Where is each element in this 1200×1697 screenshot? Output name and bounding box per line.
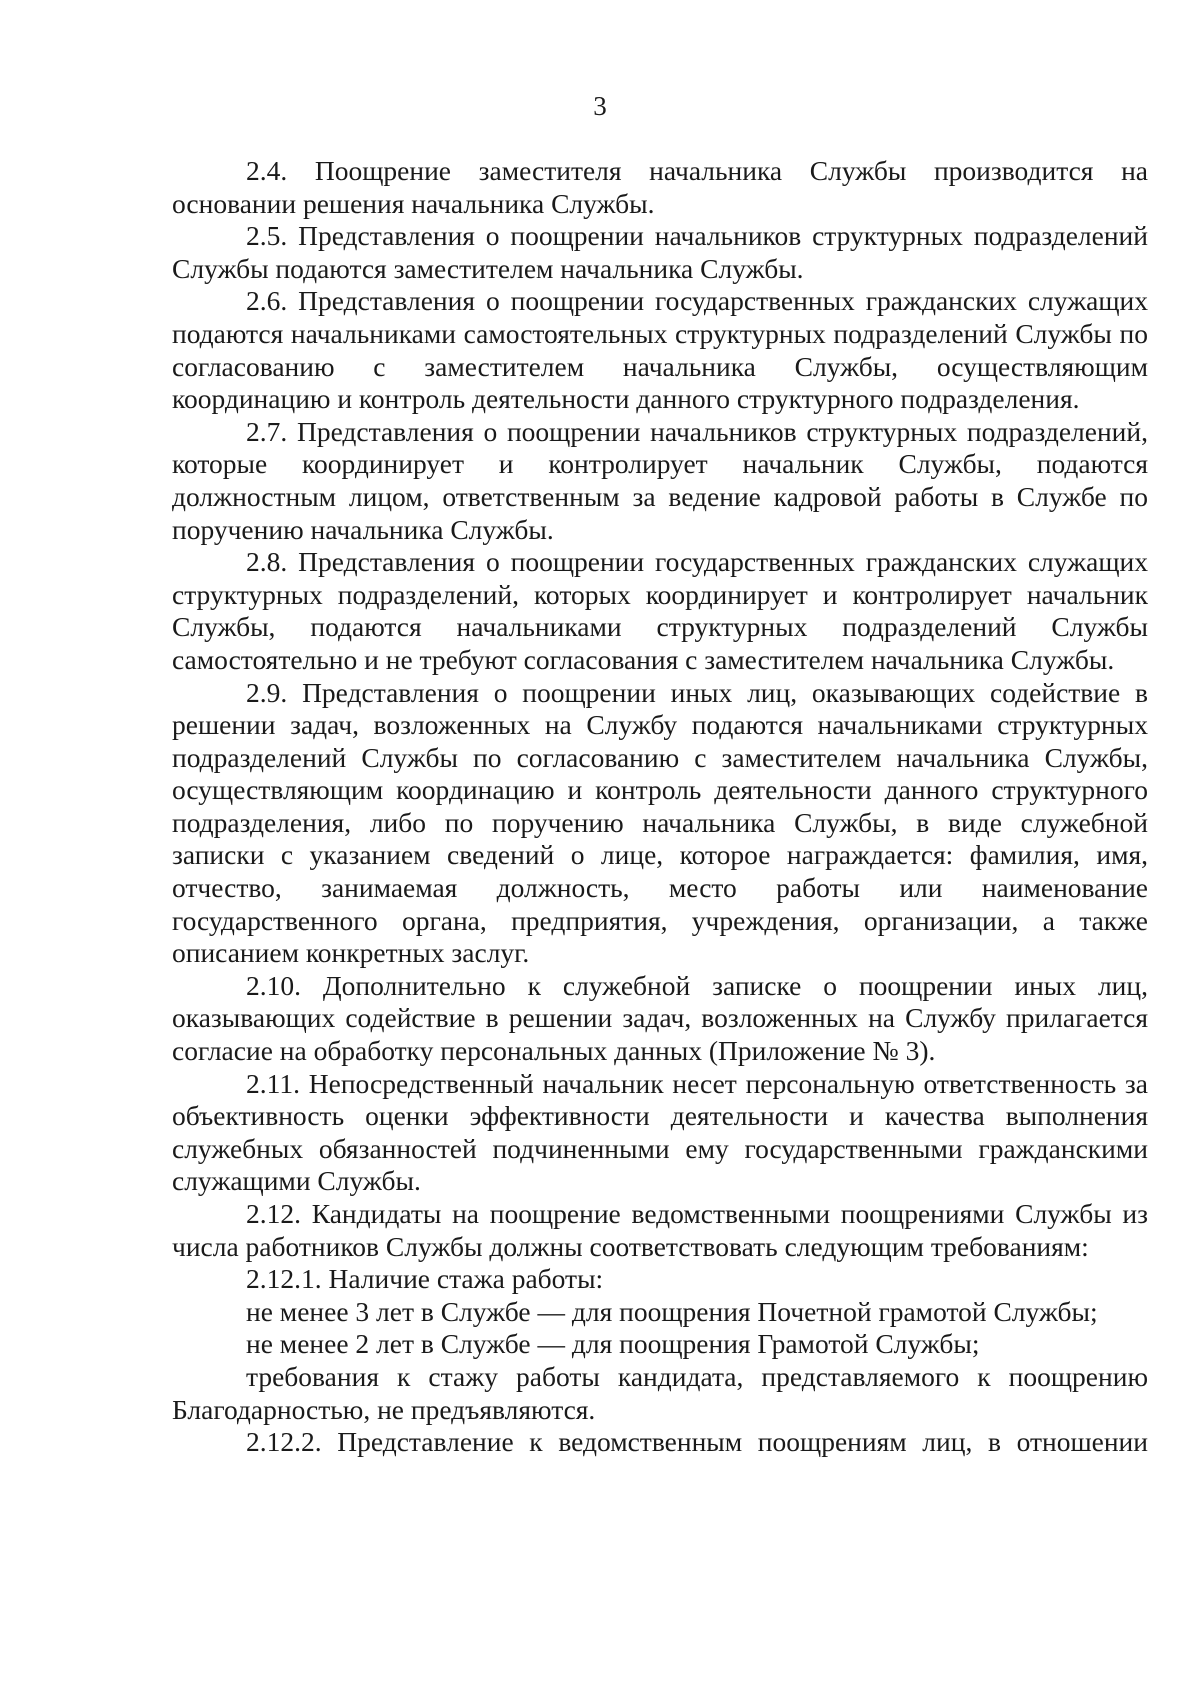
paragraph-2-10: 2.10. Дополнительно к служебной записке о поощрении иных лиц, оказывающих содействие в решении задач, возложенных на Службу прилагается согласие на обработку персональных данных (Приложение № 3).	[172, 969, 1148, 1067]
paragraph-2-6: 2.6. Представления о поощрении государственных гражданских служащих подаются начальниками самостоятельных структурных подразделений Службы по согласованию с заместителем начальника Службы, осуществляющим координацию и контроль деятельности данного структурного подразделения.	[172, 285, 1148, 415]
paragraph-2-8: 2.8. Представления о поощрении государственных гражданских служащих структурных подразделений, которых координирует и контролирует начальник Службы, подаются начальниками структурных подразделений Службы самостоятельно и не требуют согласования с заместителем начальника Службы.	[172, 546, 1148, 675]
paragraph-2-12: 2.12. Кандидаты на поощрение ведомственными поощрениями Службы из числа работников Службы должны соответствовать следующим требованиям:	[172, 1198, 1148, 1262]
page-number: 3	[593, 91, 607, 121]
paragraph-2-12-2: 2.12.2. Представление к ведомственным поощрениям лиц, в отношении	[246, 1426, 1148, 1458]
paragraph-2-9: 2.9. Представления о поощрении иных лиц, оказывающих содействие в решении задач, возложенных на Службу подаются начальниками структурных подразделений Службы по согласованию с заместителем начальника Службы, осуществляющим координацию и контроль деятельности данного структурного подразделения, либо по поручению начальника Службы, в виде служебной записки с указанием сведений о лице, которое награждается: фамилия, имя, отчество, занимаемая должность, место работы или наименование государственного органа, предприятия, учреждения, организации, а также описанием конкретных заслуг.	[172, 676, 1148, 969]
paragraph-requirement-3-years: не менее 3 лет в Службе — для поощрения Почетной грамотой Службы;	[246, 1295, 1098, 1327]
paragraph-requirement-2-years: не менее 2 лет в Службе — для поощрения Грамотой Службы;	[246, 1328, 980, 1360]
document-body	[172, 155, 1148, 1459]
paragraph-2-12-1: 2.12.1. Наличие стажа работы:	[246, 1263, 604, 1295]
paragraph-2-11: 2.11. Непосредственный начальник несет персональную ответственность за объективность оценки эффективности деятельности и качества выполнения служебных обязанностей подчиненными ему государственными гражданскими служащими Службы.	[172, 1067, 1148, 1197]
paragraph-requirement-gratitude: требования к стажу работы кандидата, представляемого к поощрению Благодарностью, не предъявляются.	[172, 1360, 1148, 1425]
paragraph-2-4: 2.4. Поощрение заместителя начальника Службы производится на основании решения начальника Службы.	[172, 155, 1148, 219]
paragraph-2-5: 2.5. Представления о поощрении начальников структурных подразделений Службы подаются заместителем начальника Службы.	[172, 220, 1148, 284]
paragraph-2-7: 2.7. Представления о поощрении начальников структурных подразделений, которые координирует и контролирует начальник Службы, подаются должностным лицом, ответственным за ведение кадровой работы в Службе по поручению начальника Службы.	[172, 415, 1148, 545]
